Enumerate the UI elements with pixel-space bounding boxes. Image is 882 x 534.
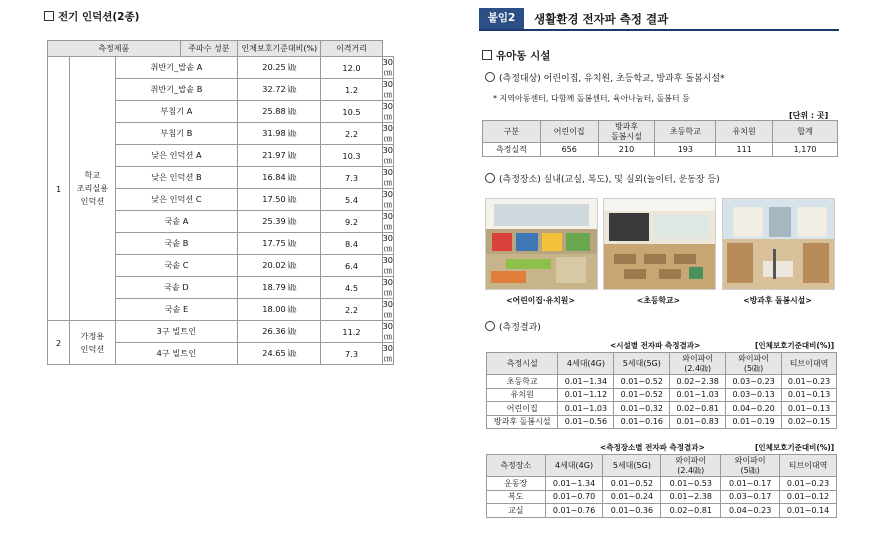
product-cell: 부침기 B (115, 123, 238, 145)
frequency-cell: 20.25 ㎑ (238, 57, 321, 79)
circle-bullet-icon (485, 72, 495, 82)
place-cell: 0.01~0.17 (721, 477, 780, 491)
induction-table-header (48, 41, 394, 57)
product-cell: 낮은 인덕션 C (115, 189, 238, 211)
photo-caption-kindergarten: <어린이집·유치원> (506, 296, 575, 305)
table-row (48, 57, 394, 79)
ratio-cell: 1.2 (321, 79, 382, 101)
facility-cell: 0.01~1.03 (670, 388, 726, 402)
product-cell: 3구 빌트인 (115, 321, 238, 343)
appendix-header (479, 8, 839, 31)
product-cell: 국솥 E (115, 299, 238, 321)
ratio-cell: 2.2 (321, 299, 382, 321)
classroom-photo-2 (604, 199, 715, 289)
place-cell: 0.04~0.23 (721, 504, 780, 518)
frequency-cell: 24.65 ㎑ (238, 343, 321, 365)
place-table-body (487, 477, 837, 518)
left-section-heading (44, 9, 139, 24)
left-section-title: 전기 인덕션(2종) (58, 11, 140, 23)
facility-cell: 0.03~0.13 (726, 388, 782, 402)
place-cell: 0.01~0.12 (780, 490, 837, 504)
place-cell: 복도 (487, 490, 546, 504)
facility-header-cell: 와이파이 (2.4㎓) (670, 353, 726, 375)
photo-after-school (722, 198, 835, 290)
table-row (487, 388, 837, 402)
frequency-cell: 20.02 ㎑ (238, 255, 321, 277)
place-cell: 0.01~0.52 (603, 477, 661, 491)
table-row (487, 504, 837, 518)
photo-caption-elementary: <초등학교> (636, 296, 681, 305)
place-cell: 0.02~0.81 (661, 504, 721, 518)
frequency-cell: 31.98 ㎑ (238, 123, 321, 145)
product-cell: 부침기 A (115, 101, 238, 123)
right-section-title: 유아동 시설 (496, 50, 551, 62)
place-cell: 0.01~2.38 (661, 490, 721, 504)
facility-cell: 0.02~2.38 (670, 375, 726, 389)
distance-cell: 30 ㎝ (382, 343, 393, 363)
facility-cell: 0.01~1.34 (558, 375, 614, 389)
facility-cell: 0.01~0.83 (670, 415, 726, 429)
frequency-cell: 21.97 ㎑ (238, 145, 321, 167)
facility-cell: 0.01~0.52 (614, 388, 670, 402)
frequency-cell: 18.79 ㎑ (238, 277, 321, 299)
count-cell: 210 (598, 143, 655, 157)
facility-caption: <시설별 전자파 측정결과> (610, 341, 701, 350)
place-cell: 0.01~0.14 (780, 504, 837, 518)
frequency-cell: 17.50 ㎑ (238, 189, 321, 211)
classroom-photo-1 (486, 199, 597, 289)
product-cell: 국솥 B (115, 233, 238, 255)
facility-cell: 0.03~0.23 (726, 375, 782, 389)
count-table-header (483, 121, 838, 143)
place-cell: 교실 (487, 504, 546, 518)
facility-unit: [인체보호기준대비(%)] (755, 341, 835, 350)
ratio-cell: 12.0 (321, 57, 382, 79)
count-table (482, 120, 838, 157)
count-header-cell: 방과후 돌봄시설 (598, 121, 655, 143)
place-cell: 0.01~0.76 (545, 504, 603, 518)
place-cell: 0.01~0.36 (603, 504, 661, 518)
count-header-cell: 유치원 (716, 121, 773, 143)
distance-cell: 30 ㎝ (382, 123, 393, 143)
appendix-title: 생활환경 전자파 측정 결과 (534, 12, 669, 26)
distance-cell: 30 ㎝ (382, 145, 393, 165)
product-cell: 국솥 D (115, 277, 238, 299)
ratio-cell: 5.4 (321, 189, 382, 211)
place-header-cell: 티브이대역 (780, 455, 837, 477)
place-caption: <측정장소별 전자파 측정결과> (600, 443, 705, 452)
distance-cell: 30 ㎝ (382, 189, 393, 209)
distance-cell: 30 ㎝ (382, 255, 393, 275)
place-header-cell: 5세대(5G) (603, 455, 661, 477)
place-cell: 운동장 (487, 477, 546, 491)
frequency-cell: 32.72 ㎑ (238, 79, 321, 101)
product-cell: 국솥 A (115, 211, 238, 233)
facility-header-cell: 와이파이 (5㎓) (726, 353, 782, 375)
place-cell: 0.01~0.24 (603, 490, 661, 504)
frequency-cell: 17.75 ㎑ (238, 233, 321, 255)
facility-cell: 0.01~1.12 (558, 388, 614, 402)
count-table-row (483, 143, 838, 157)
table-row (487, 402, 837, 416)
frequency-cell: 25.39 ㎑ (238, 211, 321, 233)
header-distance: 이격거리 (321, 41, 382, 57)
photo-elementary (603, 198, 716, 290)
count-cell: 656 (540, 143, 598, 157)
right-section-heading (482, 48, 550, 63)
circle-bullet-icon (485, 321, 495, 331)
place-cell: 0.01~0.53 (661, 477, 721, 491)
facility-cell: 0.01~0.56 (558, 415, 614, 429)
place-header-cell: 와이파이 (5㎓) (721, 455, 780, 477)
induction-table (47, 40, 394, 365)
induction-table-body (48, 57, 394, 365)
facility-cell: 0.01~0.16 (614, 415, 670, 429)
facility-cell: 0.02~0.81 (670, 402, 726, 416)
facility-cell: 방과후 돌봄시설 (487, 415, 558, 429)
header-frequency: 주파수 성분 (180, 41, 238, 57)
place-text: (측정장소) 실내(교실, 복도), 및 실외(놀이터, 운동장 등) (499, 175, 720, 185)
facility-header-cell: 측정시설 (487, 353, 558, 375)
place-header-cell: 4세대(4G) (545, 455, 603, 477)
place-line (485, 172, 720, 185)
facility-cell: 초등학교 (487, 375, 558, 389)
ratio-cell: 7.3 (321, 343, 382, 365)
photo-caption-after-school: <방과후 돌봄시설> (743, 296, 812, 305)
ratio-cell: 4.5 (321, 277, 382, 299)
facility-cell: 어린이집 (487, 402, 558, 416)
ratio-cell: 6.4 (321, 255, 382, 277)
place-unit: [인체보호기준대비(%)] (755, 443, 835, 452)
facility-cell: 0.01~0.32 (614, 402, 670, 416)
target-text: (측정대상) 어린이집, 유치원, 초등학교, 방과후 돌봄시설* (499, 74, 725, 84)
target-note: * 지역아동센터, 다함께 돌봄센터, 육아나눔터, 돌봄터 등 (493, 94, 690, 103)
facility-header-cell: 4세대(4G) (558, 353, 614, 375)
facility-table (486, 352, 837, 429)
place-cell: 0.01~1.34 (545, 477, 603, 491)
ratio-cell: 2.2 (321, 123, 382, 145)
ratio-cell: 9.2 (321, 211, 382, 233)
product-cell: 4구 빌트인 (115, 343, 238, 365)
frequency-cell: 18.00 ㎑ (238, 299, 321, 321)
facility-cell: 0.01~1.03 (558, 402, 614, 416)
ratio-cell: 8.4 (321, 233, 382, 255)
ratio-cell: 11.2 (321, 321, 382, 343)
product-cell: 낮은 인덕션 B (115, 167, 238, 189)
checkbox-square-icon (482, 50, 492, 60)
facility-cell: 0.02~0.15 (782, 415, 837, 429)
place-header-cell: 와이파이 (2.4㎓) (661, 455, 721, 477)
place-cell: 0.03~0.17 (721, 490, 780, 504)
frequency-cell: 26.36 ㎑ (238, 321, 321, 343)
facility-cell: 0.01~0.23 (782, 375, 837, 389)
photo-kindergarten (485, 198, 598, 290)
result-line (485, 320, 541, 333)
place-cell: 0.01~0.23 (780, 477, 837, 491)
frequency-cell: 16.84 ㎑ (238, 167, 321, 189)
place-table (486, 454, 837, 518)
distance-cell: 30 ㎝ (382, 167, 393, 187)
ratio-cell: 10.3 (321, 145, 382, 167)
count-header-cell: 합계 (773, 121, 838, 143)
facility-cell: 0.01~0.13 (782, 388, 837, 402)
count-cell: 측정실적 (483, 143, 541, 157)
group-number: 2 (48, 321, 70, 365)
distance-cell: 30 ㎝ (382, 211, 393, 231)
facility-header-cell: 티브이대역 (782, 353, 837, 375)
facility-cell: 0.01~0.52 (614, 375, 670, 389)
distance-cell: 30 ㎝ (382, 233, 393, 253)
group-category: 학교 조리실용 인덕션 (70, 57, 115, 321)
appendix-badge: 붙임2 (479, 8, 524, 29)
place-header-cell: 측정장소 (487, 455, 546, 477)
facility-cell: 0.04~0.20 (726, 402, 782, 416)
circle-bullet-icon (485, 173, 495, 183)
count-header-cell: 어린이집 (540, 121, 598, 143)
distance-cell: 30 ㎝ (382, 277, 393, 297)
count-cell: 193 (655, 143, 716, 157)
checkbox-square-icon (44, 11, 54, 21)
product-cell: 취반기_밥솥 B (115, 79, 238, 101)
facility-cell: 유치원 (487, 388, 558, 402)
count-cell: 1,170 (773, 143, 838, 157)
place-table-header (487, 455, 837, 477)
count-header-cell: 구분 (483, 121, 541, 143)
count-unit: [단위 : 곳] (789, 111, 829, 120)
ratio-cell: 10.5 (321, 101, 382, 123)
distance-cell: 30 ㎝ (382, 299, 393, 319)
product-cell: 국솥 C (115, 255, 238, 277)
facility-header-cell: 5세대(5G) (614, 353, 670, 375)
product-cell: 낮은 인덕션 A (115, 145, 238, 167)
table-row (48, 321, 394, 343)
table-row (487, 477, 837, 491)
place-cell: 0.01~0.70 (545, 490, 603, 504)
distance-cell: 30 ㎝ (382, 57, 393, 77)
facility-table-header (487, 353, 837, 375)
facility-cell: 0.01~0.19 (726, 415, 782, 429)
facility-cell: 0.01~0.13 (782, 402, 837, 416)
classroom-photo-3 (723, 199, 834, 289)
count-cell: 111 (716, 143, 773, 157)
distance-cell: 30 ㎝ (382, 321, 393, 341)
table-row (487, 415, 837, 429)
distance-cell: 30 ㎝ (382, 79, 393, 99)
table-row (487, 490, 837, 504)
facility-table-body (487, 375, 837, 429)
header-product: 측정제품 (48, 41, 181, 57)
group-category: 가정용 인덕션 (70, 321, 115, 365)
product-cell: 취반기_밥솥 A (115, 57, 238, 79)
frequency-cell: 25.88 ㎑ (238, 101, 321, 123)
result-text: (측정결과) (499, 323, 541, 333)
header-ratio: 인체보호기준대비(%) (238, 41, 321, 57)
count-header-cell: 초등학교 (655, 121, 716, 143)
table-row (487, 375, 837, 389)
group-number: 1 (48, 57, 70, 321)
target-line (485, 71, 725, 84)
ratio-cell: 7.3 (321, 167, 382, 189)
distance-cell: 30 ㎝ (382, 101, 393, 121)
